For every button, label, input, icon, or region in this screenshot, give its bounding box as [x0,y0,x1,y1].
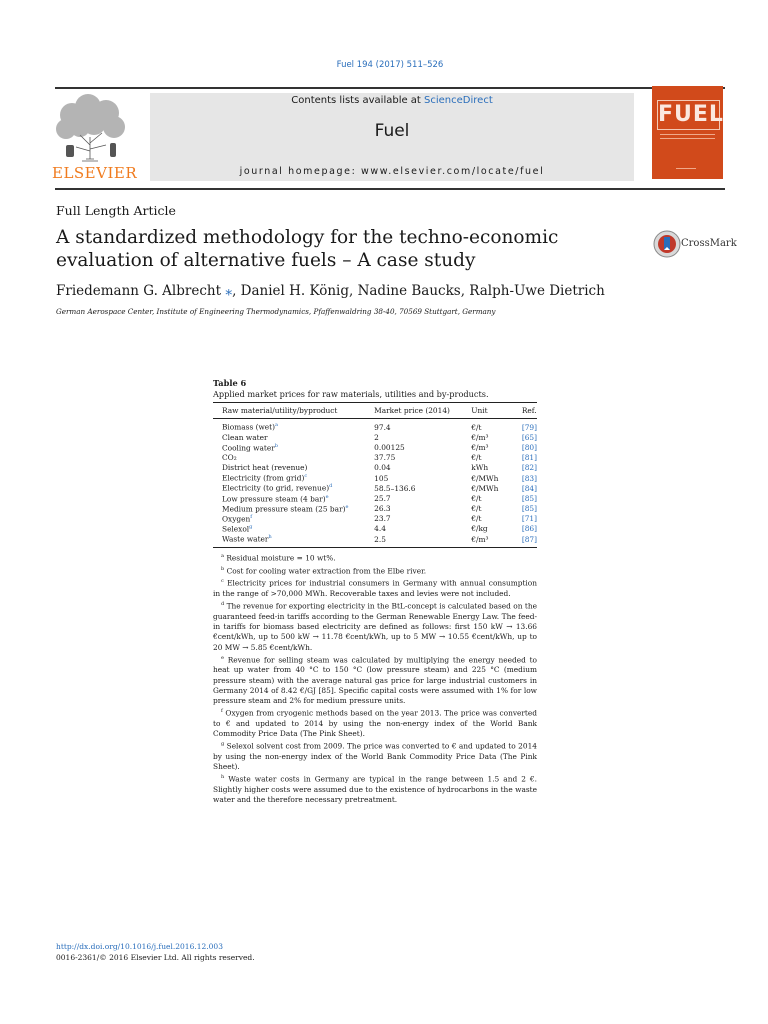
item-cell: Oxygen$^f$ [222,514,253,524]
ref-link[interactable]: [79] [521,422,537,432]
unit-cell: €/t [471,504,482,514]
column-header: Raw material/utility/byproduct [222,405,338,415]
ref-link[interactable]: [81] [521,453,537,463]
ref-link[interactable]: [80] [521,442,537,452]
footnote-mark: a [221,553,224,559]
table-row [213,483,537,493]
price-cell: 2 [374,432,379,442]
footnote: $^e$ Revenue for selling steam was calculated by multiplying the energy needed to heat up water from 40 °C to 150 °C (low pressure steam) and 225 °C (medium pressure steam) with the average natural gas price for large industrial customers in Germany 2014 of 8.42 €/GJ [85]. Specific capital costs were assumed with 1% for low pressure steam and 2% for medium pressure units. [213,654,537,705]
table-row [213,432,537,442]
item-cell: Medium pressure steam (25 bar)$^e$ [222,503,349,514]
ref-link[interactable]: [84] [521,483,537,493]
table-row [213,534,537,544]
table-row [213,473,537,483]
item-cell: Electricity (to grid, revenue)$^d$ [222,483,333,493]
price-cell: 97.4 [374,422,391,432]
copyright-notice: 0016-2361/© 2016 Elsevier Ltd. All rights reserved. [56,953,255,962]
column-header: Ref. [521,405,537,415]
price-cell: 2.5 [374,534,386,544]
footnote-mark: d [221,601,225,608]
table-footnotes [213,551,537,805]
footnote: $^d$ The revenue for exporting electricity in the BtL-concept is calculated based on the guaranteed feed-in tariffs according to the German Renewable Energy Law. The feed-in tariffs for biomass based electricity are defined as follows: first 150 kW → 13.66 €cent/kWh, up to 500 kW → 11.78 €cent/kWh, up to 5 MW → 10.55 €cent/kWh, up to 20 MW → 5.85 €cent/kWh. [213,601,537,652]
ref-link[interactable]: [65] [521,432,537,442]
ref-link[interactable]: [82] [521,463,537,473]
footnote-mark: g [221,741,225,748]
item-cell: District heat (revenue) [222,463,308,473]
footnote: $^h$ Waste water costs in Germany are typical in the range between 1.5 and 2 €. Slightly higher costs were assumed due to the existence of hydrocarbons in the waste water and the therefore necessary pretreatment. [213,774,537,805]
footnote-marker[interactable]: c [304,473,308,480]
footnote: $^g$ Selexol solvent cost from 2009. The price was converted to € and updated to 2014 by using the non-energy index of the World Bank Commodity Price Data (The Pink Sheet). [213,741,537,772]
footnote-marker[interactable]: d [329,483,333,490]
footnote-mark: b [221,565,225,572]
price-cell: 105 [374,473,389,483]
journal-name: Fuel [374,121,410,141]
item-cell: CO₂ [222,453,237,463]
footnote-mark: h [221,774,225,781]
doi-link[interactable]: http://dx.doi.org/10.1016/j.fuel.2016.12.003 [56,942,223,951]
item-cell: Cooling water$^b$ [222,442,278,453]
header-top-rule [55,87,725,89]
market-price-table [213,403,537,544]
author-affiliation: German Aerospace Center, Institute of Engineering Thermodynamics, Pfaffenwaldring 38-40, 70569 Stuttgart, Germany [56,307,496,316]
price-cell: 26.3 [374,504,391,514]
unit-cell: €/t [471,422,482,432]
crossmark-label[interactable]: CrossMark [681,238,737,249]
footnote-marker[interactable]: b [274,442,278,449]
table-header-row [213,403,537,417]
table-row [213,493,537,503]
table-row [213,417,537,432]
item-cell: Biomass (wet)$^a$ [222,422,279,432]
unit-cell: kWh [471,463,489,473]
author-list: Friedemann G. Albrecht ⁎, Daniel H. König, Nadine Baucks, Ralph-Uwe Dietrich [56,283,605,299]
column-header: Market price (2014) [374,405,450,415]
footnote: $^b$ Cost for cooling water extraction from the Elbe river. [221,565,427,576]
table-row [213,442,537,452]
crossmark-icon[interactable] [652,229,682,259]
item-cell: Low pressure steam (4 bar)$^e$ [222,493,329,504]
journal-cover-title: FUEL [657,100,720,130]
corresponding-author-marker[interactable]: ⁎ [225,283,233,299]
table-caption: Applied market prices for raw materials, utilities and by-products. [213,389,489,399]
item-cell: Clean water [222,432,268,442]
table-row [213,524,537,534]
sciencedirect-link[interactable]: ScienceDirect [424,95,493,106]
ref-link[interactable]: [85] [521,493,537,503]
ref-link[interactable]: [71] [521,514,537,524]
column-header: Unit [471,405,488,415]
cover-decor-line [660,134,715,135]
table-row [213,504,537,514]
footnote-mark: e [221,654,224,661]
footnote-marker[interactable]: g [249,524,253,531]
table-row [213,514,537,524]
item-cell: Selexol$^g$ [222,524,253,534]
unit-cell: €/MWh [471,483,499,493]
ref-link[interactable]: [87] [521,534,537,544]
table-label: Table 6 [213,378,247,388]
price-cell: 58.5–136.6 [374,483,416,493]
footnote: $^f$ Oxygen from cryogenic methods based on the year 2013. The price was converted to € and updated to 2014 by using the non-energy index of the World Bank Commodity Price Data (The Pink Sheet). [213,708,537,739]
footnote: $^c$ Electricity prices for industrial consumers in Germany with annual consumption in the range of >70,000 MWh. Recoverable taxes and levies were not included. [213,578,537,599]
ref-link[interactable]: [83] [521,473,537,483]
ref-link[interactable]: [85] [521,504,537,514]
ref-link[interactable]: [86] [521,524,537,534]
unit-cell: €/t [471,514,482,524]
footnote-mark: c [221,578,224,585]
article-title: A standardized methodology for the techno-economic evaluation of alternative fuels – A case study [56,227,559,271]
journal-citation[interactable]: Fuel 194 (2017) 511–526 [336,60,444,70]
price-cell: 37.75 [374,453,396,463]
footnote: $^a$ Residual moisture = 10 wt%. [221,553,336,563]
item-cell: Waste water$^h$ [222,534,272,544]
unit-cell: €/kg [471,524,488,534]
item-cell: Electricity (from grid)$^c$ [222,473,308,483]
contents-line: Contents lists available at ScienceDirect [291,95,493,106]
unit-cell: €/t [471,493,482,503]
cover-decor-line [660,138,715,139]
article-type: Full Length Article [56,203,176,218]
unit-cell: €/m³ [471,432,489,442]
footnote-mark: f [221,708,223,715]
footnote-marker[interactable]: e [325,493,329,500]
journal-homepage[interactable]: journal homepage: www.elsevier.com/locate/fuel [239,166,545,177]
price-cell: 0.04 [374,463,391,473]
table-bottom-rule [213,547,537,548]
price-cell: 4.4 [374,524,386,534]
price-cell: 25.7 [374,493,391,503]
footnote-marker[interactable]: e [345,503,349,510]
footnote-marker[interactable]: a [275,422,279,429]
footnote-marker[interactable]: h [268,534,272,541]
table-row [213,453,537,463]
cover-decor-line [676,168,696,169]
price-cell: 0.00125 [374,442,405,452]
price-cell: 23.7 [374,514,391,524]
table-row [213,463,537,473]
header-bottom-rule [55,188,725,190]
unit-cell: €/t [471,453,482,463]
unit-cell: €/m³ [471,442,489,452]
unit-cell: €/m³ [471,534,489,544]
footnote-marker[interactable]: f [250,514,253,521]
unit-cell: €/MWh [471,473,499,483]
elsevier-wordmark: ELSEVIER [52,164,138,182]
